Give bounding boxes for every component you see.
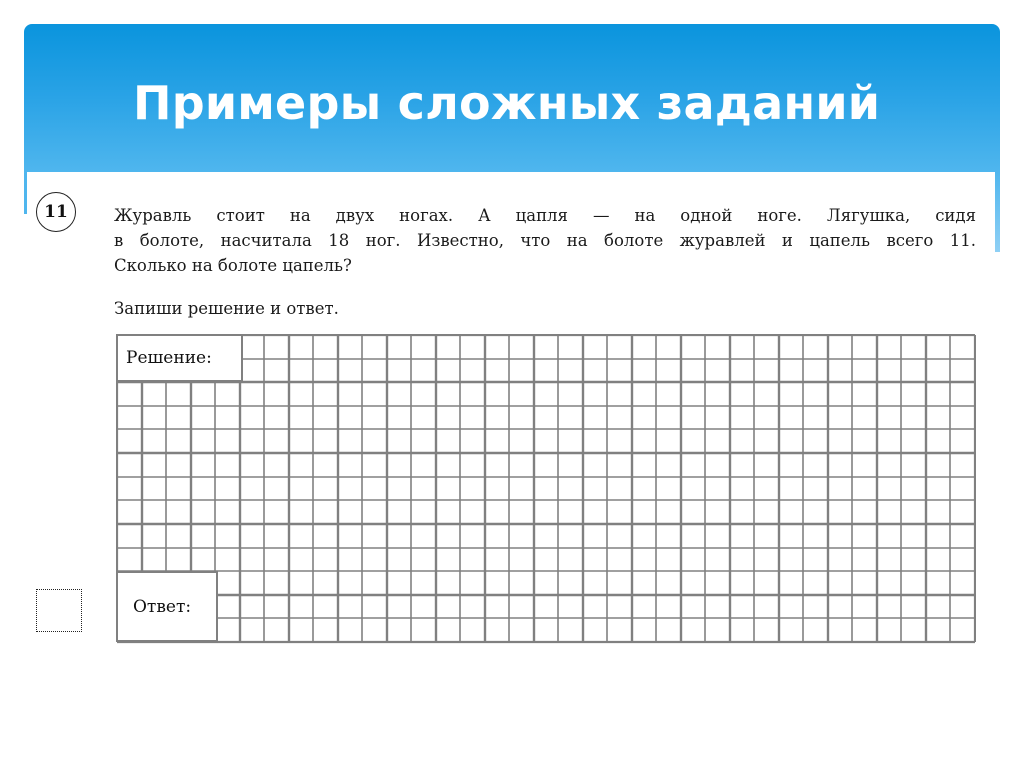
answer-label: Ответ: (133, 596, 192, 617)
solution-label-cell (116, 334, 243, 382)
task-line-1: Журавль стоит на двух ногах. А цапля — на одной ноге. Лягушка, сидя (114, 206, 976, 225)
task-line-3: Сколько на болоте цапель? (114, 256, 352, 275)
task-instruction: Запиши решение и ответ. (114, 299, 339, 318)
slide-title: Примеры сложных заданий (133, 76, 881, 130)
task-number-badge (36, 192, 76, 232)
task-number: 11 (44, 202, 68, 222)
header-accent-left (24, 172, 27, 214)
grid-lines (116, 334, 976, 644)
task-line-2: в болоте, насчитала 18 ног. Известно, что на болоте журавлей и цапель всего 11. (114, 231, 976, 250)
header-accent-right (995, 172, 1000, 252)
score-box (36, 589, 82, 632)
task-statement (114, 203, 976, 278)
answer-label-cell (116, 571, 218, 642)
answer-grid[interactable] (116, 334, 976, 648)
solution-label: Решение: (126, 348, 212, 368)
